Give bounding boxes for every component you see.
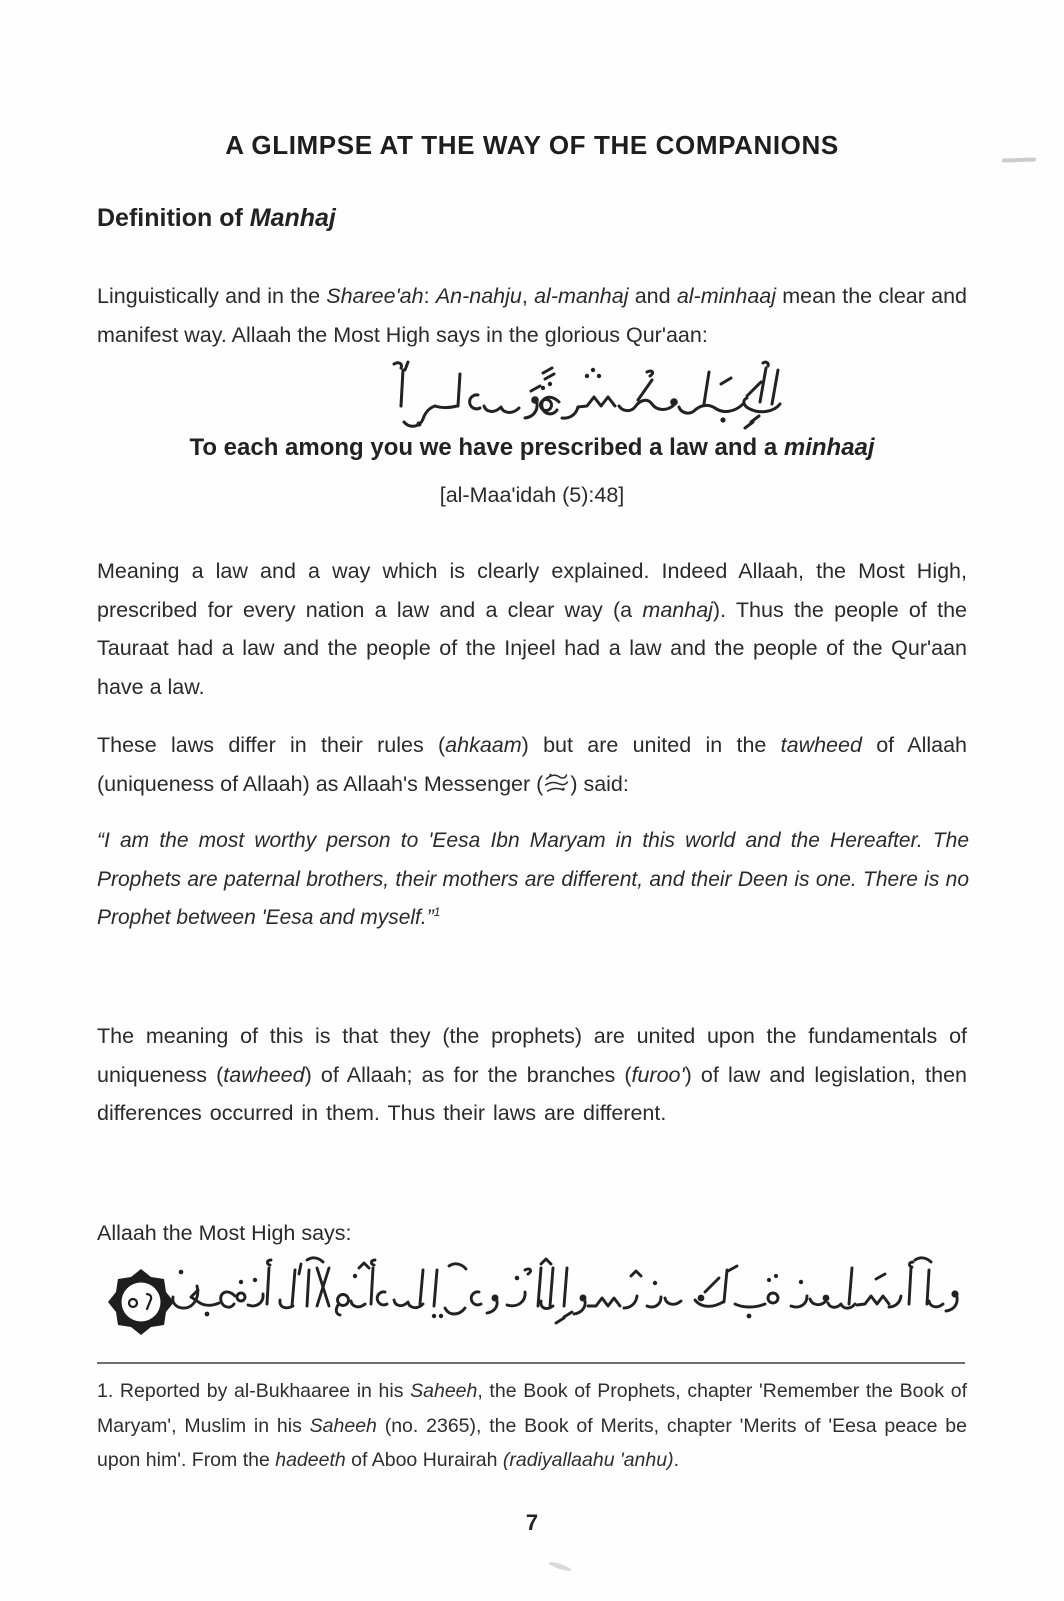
chapter-title: A GLIMPSE AT THE WAY OF THE COMPANIONS (225, 130, 839, 160)
verse-citation: [al-Maa'idah (5):48] (439, 483, 625, 507)
lead-in-says: Allaah the Most High says: (97, 1221, 352, 1245)
hadith-quote: “I am the most worthy person to 'Eesa Ibn Maryam in this world and the Hereafter. The Prophets are paternal brothers, their mothers are different, and their Deen is one. There is no Prophet between 'Eesa and myself.”$^1$ (97, 829, 969, 929)
quran-verse-calligraphy-2 (97, 1256, 967, 1344)
scan-artifact (1002, 157, 1036, 162)
paragraph-meaning: Meaning a law and a way which is clearly explained. Indeed Allaah, the Most High, prescribed for every nation a law and a clear way (a manhaj). Thus the people of the Tauraat had a law and the people of the Injeel had a law and the people of the Qur'aan have a law. (97, 559, 967, 699)
paragraph-tawheed: The meaning of this is that they (the prophets) are united upon the fundamentals of uniqueness (tawheed) of Allaah; as for the branches (furoo') of law and legislation, then differences occurred in them. Thus their laws are different. (97, 1024, 967, 1125)
sallallaahu-seal-icon (543, 771, 570, 797)
section-heading: Definition of Manhaj (97, 204, 336, 232)
page-number: 7 (525, 1510, 539, 1535)
paragraph-laws: These laws differ in their rules (ahkaam) but are united in the tawheed of Allaah (uniqueness of Allaah) as Allaah's Messenger ( ) said: (97, 733, 967, 796)
verse-translation: To each among you we have prescribed a law and a minhaaj (189, 434, 875, 461)
intro-paragraph: Linguistically and in the Sharee'ah: An-nahju, al-manhaj and al-minhaaj mean the clear and manifest way. Allaah the Most High says in the glorious Qur'aan: (97, 284, 968, 347)
quran-verse-calligraphy-1 (347, 360, 787, 432)
verse-end-medallion-icon (108, 1269, 174, 1335)
footnote-divider (97, 1362, 965, 1364)
footnote: 1. Reported by al-Bukhaaree in his Saheeh, the Book of Prophets, chapter 'Remember the Book of Maryam', Muslim in his Saheeh (no. 2365), the Book of Merits, chapter 'Merits of 'Eesa peace be upon him'. From the hadeeth of Aboo Hurairah (radiyallaahu 'anhu). (97, 1380, 967, 1471)
scan-artifact (548, 1560, 572, 1572)
